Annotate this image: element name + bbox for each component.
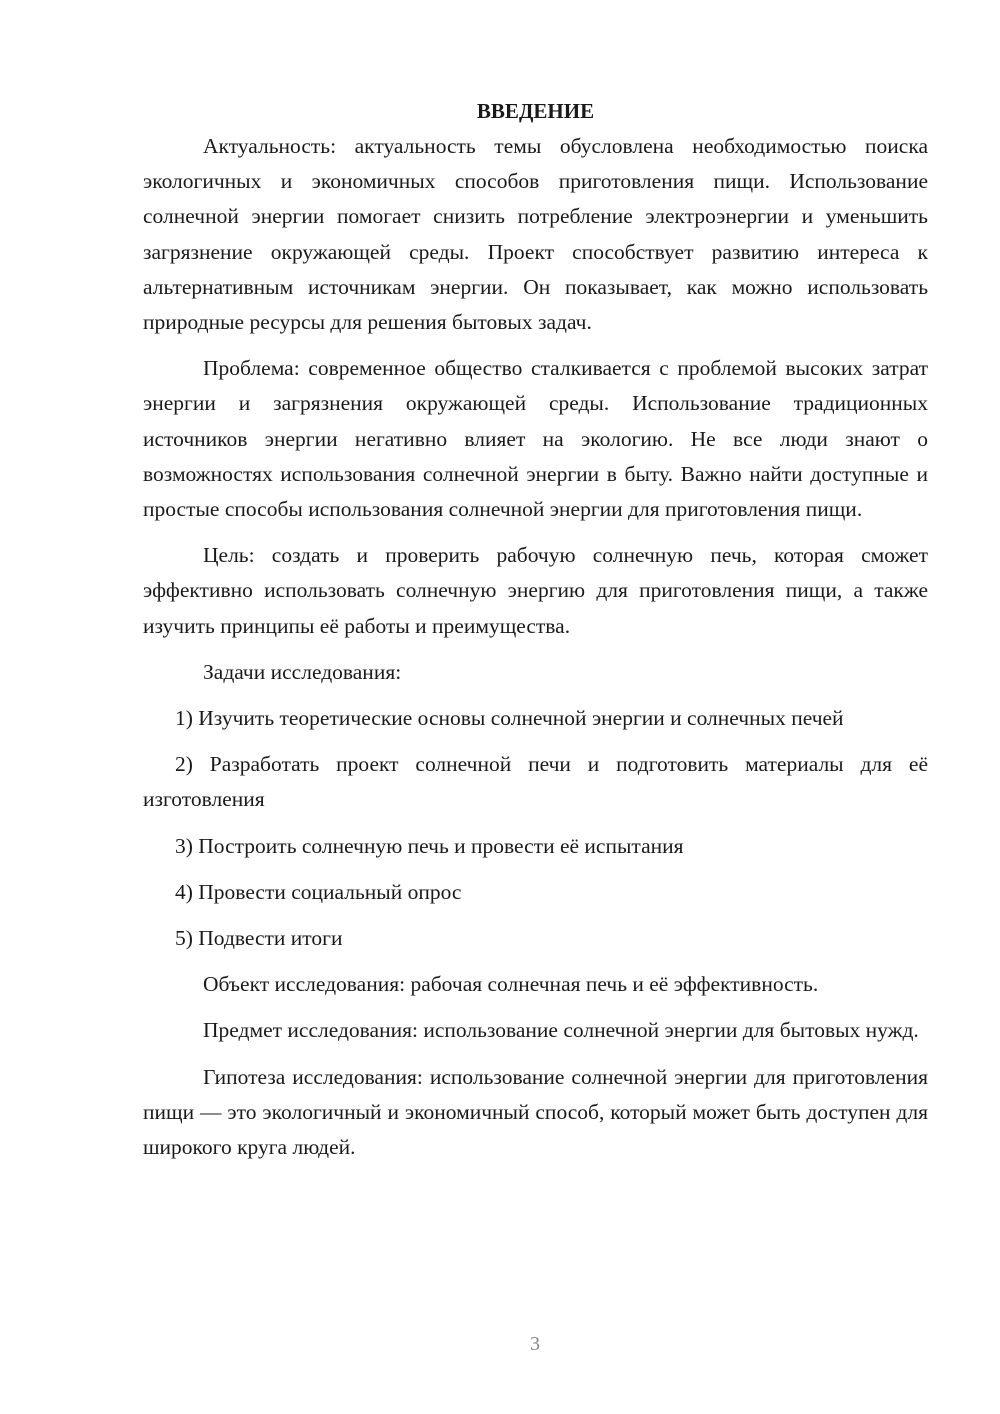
document-page xyxy=(143,96,928,1176)
task-item: 1) Изучить теоретические основы солнечной энергии и солнечных печей xyxy=(175,706,844,731)
paragraph-hypothesis: Гипотеза исследования: использование солнечной энергии для приготовления пищи — это экологичный и экономичный способ, который может быть доступен для широкого круга людей. xyxy=(143,1064,928,1160)
tasks-heading: Задачи исследования: xyxy=(203,659,402,684)
paragraph-subject: Предмет исследования: использование солнечной энергии для бытовых нужд. xyxy=(203,1018,919,1043)
paragraph-relevance: Актуальность: актуальность темы обусловлена необходимостью поиска экологичных и экономичных способов приготовления пищи. Использование солнечной энергии помогает снизить потребление электроэнергии и уменьшить загрязнение окружающей среды. Проект способствует развитию интереса к альтернативным источникам энергии. Он показывает, как можно использовать природные ресурсы для решения бытовых задач. xyxy=(143,134,928,335)
page-number: 3 xyxy=(530,1333,540,1355)
task-item: 5) Подвести итоги xyxy=(175,926,343,951)
paragraph-goal: Цель: создать и проверить рабочую солнечную печь, которая сможет эффективно использовать солнечную энергию для приготовления пищи, а также изучить принципы её работы и преимущества. xyxy=(143,543,928,638)
page-title: ВВЕДЕНИЕ xyxy=(476,99,595,123)
paragraph-problem: Проблема: современное общество сталкивается с проблемой высоких затрат энергии и загрязнения окружающей среды. Использование традиционных источников энергии негативно влияет на экологию. Не все люди знают о возможностях использования солнечной энергии в быту. Важно найти доступные и простые способы использования солнечной энергии для приготовления пищи. xyxy=(143,356,928,522)
paragraph-object: Объект исследования: рабочая солнечная печь и её эффективность. xyxy=(203,972,819,997)
task-item: 2) Разработать проект солнечной печи и подготовить материалы для её изготовления xyxy=(143,752,928,812)
tasks-list xyxy=(143,701,928,956)
task-item: 3) Построить солнечную печь и провести её испытания xyxy=(175,833,684,858)
task-item: 4) Провести социальный опрос xyxy=(175,879,462,904)
